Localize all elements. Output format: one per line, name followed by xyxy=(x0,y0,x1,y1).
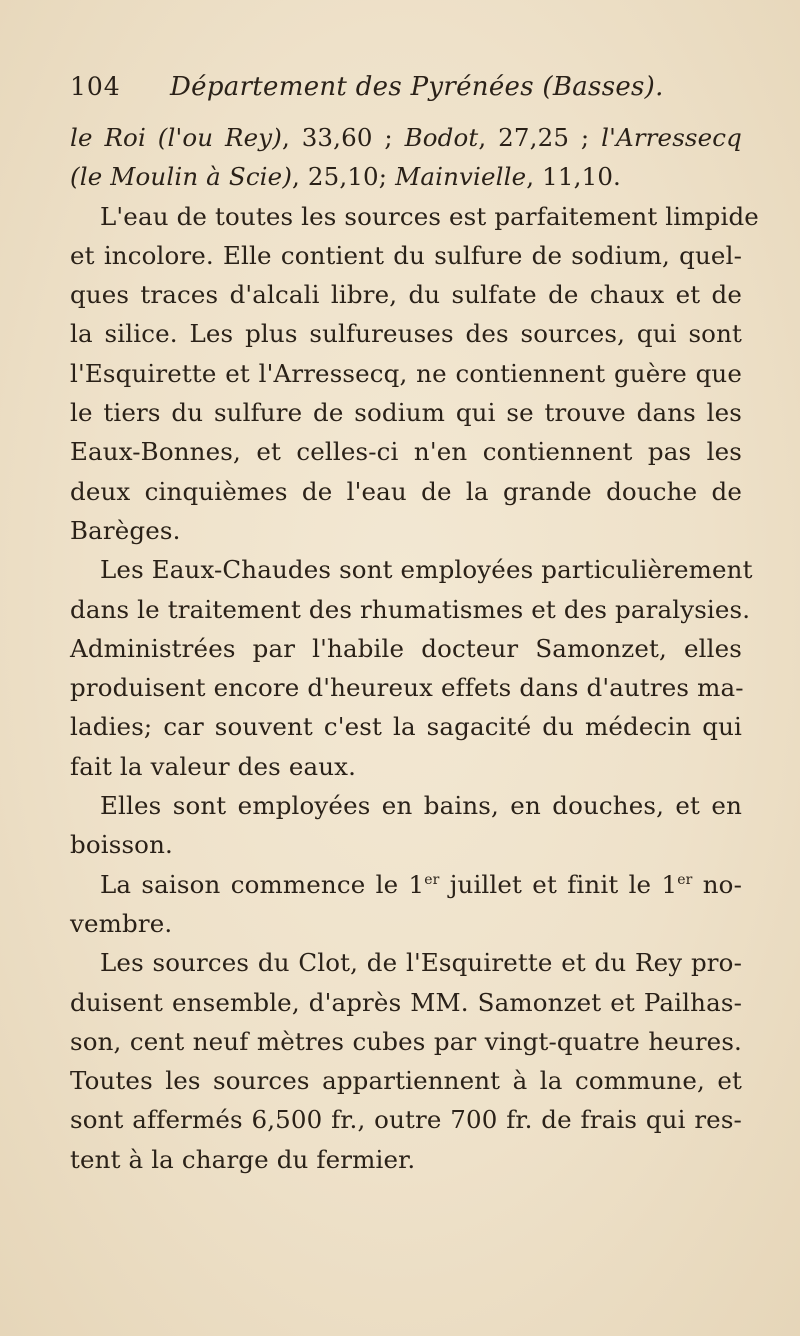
text-segment: duisent ensemble, d'après MM. Samonzet et Pailhas- xyxy=(70,987,742,1017)
text-line xyxy=(70,314,742,353)
text-segment: Administrées par l'habile docteur Samonzet, elles xyxy=(70,633,742,663)
text-line xyxy=(70,1140,742,1179)
text-line xyxy=(70,747,742,786)
text-line xyxy=(70,1022,742,1061)
text-line xyxy=(70,1100,742,1139)
text-segment: Mainvielle xyxy=(395,162,527,192)
text-segment: juillet et finit le 1 xyxy=(439,869,678,899)
text-segment: dans le traitement des rhumatismes et des paralysies. xyxy=(70,594,751,624)
text-line xyxy=(70,786,742,825)
text-line xyxy=(70,118,742,157)
text-segment: Eaux-Bonnes, et celles-ci n'en contiennent pas les xyxy=(70,437,742,467)
text-segment: et incolore. Elle contient du sulfure de sodium, quel- xyxy=(70,240,742,270)
text-line xyxy=(70,157,742,196)
text-segment: l'Esquirette et l'Arressecq, ne contiennent guère que xyxy=(70,358,742,388)
text-line xyxy=(70,865,742,904)
text-line xyxy=(70,550,753,589)
text-segment: , 27,25 ; xyxy=(478,123,602,152)
text-line xyxy=(70,432,742,471)
page-number: 104 xyxy=(70,72,121,101)
text-line xyxy=(70,1061,742,1100)
text-segment: fait la valeur des eaux. xyxy=(70,751,357,781)
text-segment: no- xyxy=(692,869,742,899)
text-segment: deux cinquièmes de l'eau de la grande douche de xyxy=(70,476,742,506)
text-segment: le Roi (l'ou Rey) xyxy=(70,123,282,152)
text-line xyxy=(70,393,742,432)
text-segment: la silice. Les plus sulfureuses des sources, qui sont xyxy=(70,319,742,349)
text-line xyxy=(70,668,742,707)
text-segment: Bodot xyxy=(404,123,479,152)
text-segment: Toutes les sources appartiennent à la commune, et xyxy=(70,1066,742,1096)
text-segment: , 33,60 ; xyxy=(281,123,405,152)
text-segment: ques traces d'alcali libre, du sulfate de chaux et de xyxy=(70,280,742,310)
text-segment: le tiers du sulfure de sodium qui se trouve dans les xyxy=(70,398,742,428)
text-line xyxy=(70,236,742,275)
text-segment: Les Eaux-Chaudes sont employées particulièrement xyxy=(100,555,753,585)
text-segment: L'eau de toutes les sources est parfaitement limpide xyxy=(100,201,759,231)
text-segment: , 25,10; xyxy=(292,162,396,192)
text-line xyxy=(70,904,742,943)
text-segment: ladies; car souvent c'est la sagacité du médecin qui xyxy=(70,712,742,742)
text-segment: l'Arressecq xyxy=(601,123,742,152)
text-line xyxy=(70,197,759,236)
superscript: er xyxy=(677,871,693,888)
text-segment: (le Moulin à Scie) xyxy=(70,162,293,192)
book-page xyxy=(70,72,759,1179)
text-segment: Les sources du Clot, de l'Esquirette et du Rey pro- xyxy=(100,948,742,978)
body-text xyxy=(70,118,759,1179)
text-line xyxy=(70,943,742,982)
text-segment: son, cent neuf mètres cubes par vingt-quatre heures. xyxy=(70,1026,742,1056)
text-line xyxy=(70,275,742,314)
text-segment: Barèges. xyxy=(70,515,181,545)
text-line xyxy=(70,590,751,629)
text-line xyxy=(70,825,742,864)
text-segment: tent à la charge du fermier. xyxy=(70,1144,416,1174)
text-segment: sont affermés 6,500 fr., outre 700 fr. de frais qui res- xyxy=(70,1105,742,1135)
text-segment: Elles sont employées en bains, en douches, et en xyxy=(100,791,742,821)
text-segment: La saison commence le 1 xyxy=(100,869,425,899)
running-title: Département des Pyrénées (Basses). xyxy=(170,72,664,102)
text-segment: produisent encore d'heureux effets dans d'autres ma- xyxy=(70,673,744,703)
text-line xyxy=(70,354,742,393)
text-line xyxy=(70,629,742,668)
text-line xyxy=(70,707,742,746)
running-header xyxy=(70,72,742,118)
text-segment: boisson. xyxy=(70,830,173,860)
text-line xyxy=(70,511,742,550)
text-line xyxy=(70,472,742,511)
superscript: er xyxy=(424,871,440,888)
text-segment: vembre. xyxy=(70,908,173,938)
text-segment: , 11,10. xyxy=(526,162,621,192)
text-line xyxy=(70,983,742,1022)
